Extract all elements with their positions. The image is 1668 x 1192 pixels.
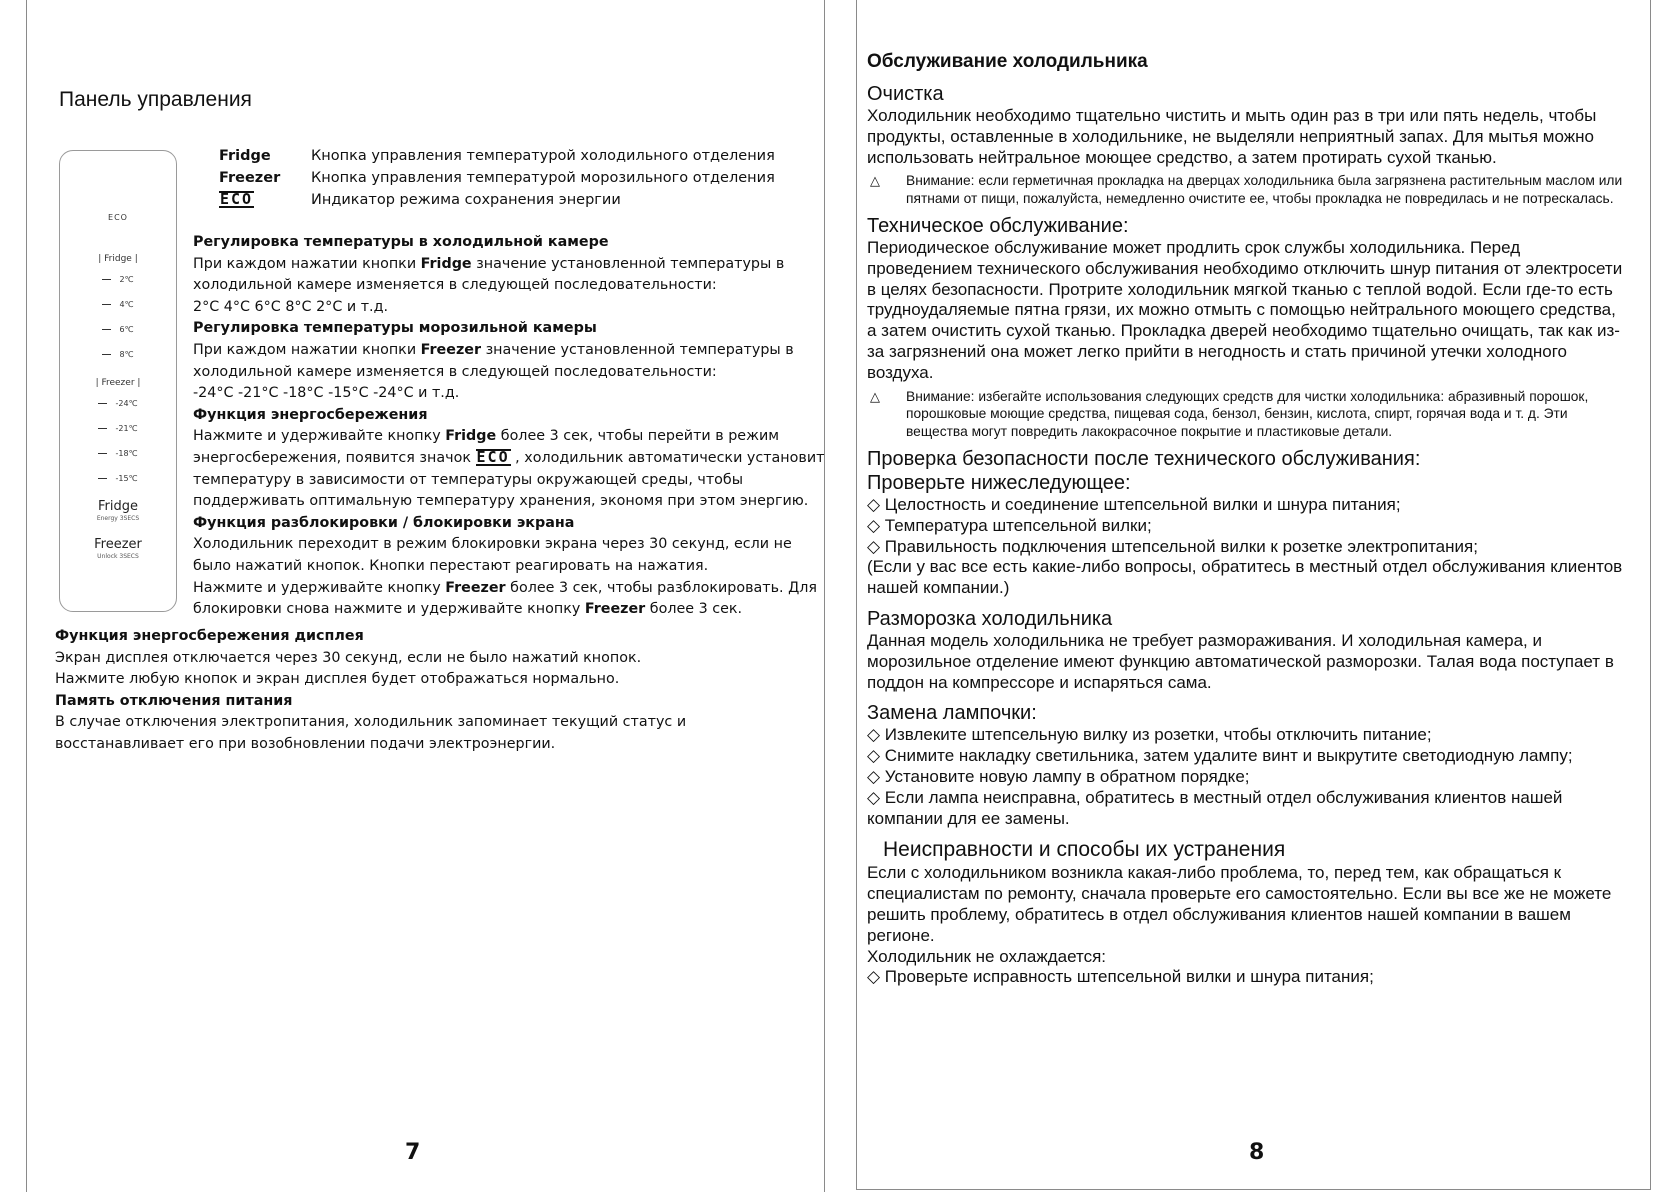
list-item: ◇ Если лампа неисправна, обратитесь в местный отдел обслуживания клиентов нашей компании для ее замены.: [867, 788, 1629, 830]
paragraph: Периодическое обслуживание может продлить срок службы холодильника. Перед проведением технического обслуживания необходимо отключить шнур питания от электросети в целях безопасности. Протрите холодильник мягкой тканью с теплой водой. Если где-то есть трудноудаляемые пятна грязи, их можно отмыть с помощью нейтрального моющего средства, а затем очистить сухой тканью. Прокладка дверей необходимо тщательно очищать, так как из-за загрязнений она может легко прийти в негодность и стать причиной утечки холодного воздуха.: [867, 237, 1623, 382]
eco-icon: ECO: [476, 447, 510, 466]
warning-note: △ Внимание: если герметичная прокладка на дверцах холодильника была загрязнена растительным маслом или пятнами от пищи, пожалуйста, немедленно очистите ее, чтобы прокладка не повредилась и не потрескалась.: [867, 172, 1629, 208]
paragraph: (Если у вас все есть какие-либо вопросы, обратитесь в местный отдел обслуживания клиентов нашей компании.): [867, 557, 1623, 598]
legend-row: Freezer Кнопка управления температурой морозильного отделения: [219, 170, 775, 186]
panel-fridge-button[interactable]: Fridge: [98, 499, 138, 514]
section-heading: Техническое обслуживание:: [867, 214, 1129, 237]
paragraph: Данная модель холодильника не требует размораживания. И холодильная камера, и морозильное отделение имеют функцию автоматической разморозки. Талая вода поступает в поддон на компрессоре и испаряться сама.: [867, 630, 1614, 692]
paragraph: Экран дисплея отключается через 30 секунд, если не было нажатий кнопок.: [55, 649, 642, 666]
legend-row: Fridge Кнопка управления температурой холодильного отделения: [219, 148, 775, 164]
section-heading: Регулировка температуры морозильной камеры: [193, 320, 597, 337]
page-number: 7: [405, 1140, 421, 1165]
list-item: ◇ Установите новую лампу в обратном порядке;: [867, 767, 1629, 788]
paragraph: Нажмите и удерживайте кнопку Fridge более 3 сек, чтобы перейти в режим энергосбережения, появится значок ECO , холодильник автоматически установит температуру в зависимости от температуры окружающей среды, чтобы поддерживать оптимальную температуру хранения, экономя при этом энергию.: [193, 428, 825, 510]
warning-icon: △: [870, 388, 880, 404]
panel-freezer-temp: -15℃: [60, 474, 176, 483]
temperature-sequence: 2°C 4°C 6°C 8°C 2°C и т.д.: [193, 298, 388, 315]
eco-icon: ECO: [220, 190, 254, 208]
warning-note: △ Внимание: избегайте использования следующих средств для чистки холодильника: абразивный порошок, порошковые моющие средства, пищевая сода, бензол, бензин, кислота, спирт, горячая вода и т. д. Эти вещества могут повредить лакокрасочное покрытие и пластиковые детали.: [867, 388, 1629, 441]
paragraph: При каждом нажатии кнопки Freezer значение установленной температуры в холодильной камере изменяется в следующей последовательности:: [193, 341, 794, 380]
panel-freezer-button[interactable]: Freezer: [94, 537, 142, 552]
list-item: ◇ Правильность подключения штепсельной вилки к розетке электропитания;: [867, 537, 1629, 558]
panel-freezer-temp: -24℃: [60, 399, 176, 408]
list-item: ◇ Извлеките штепсельную вилку из розетки, чтобы отключить питание;: [867, 725, 1629, 746]
section-heading: Функция энергосбережения дисплея: [55, 628, 364, 644]
panel-fridge-temp: 8℃: [60, 350, 176, 359]
paragraph: Если с холодильником возникла какая-либо проблема, то, перед тем, как обращаться к специалистам по ремонту, сначала проверьте его самостоятельно. Если вы все же не можете решить проблему, обратитесь в отдел обслуживания клиентов нашей компании в вашем регионе.: [867, 863, 1612, 945]
list-item: ◇ Целостность и соединение штепсельной вилки и шнура питания;: [867, 495, 1629, 516]
temperature-sequence: -24°C -21°C -18°C -15°C -24°C и т.д.: [193, 385, 460, 402]
panel-fridge-temp: 4℃: [60, 300, 176, 309]
section-heading: Замена лампочки:: [867, 702, 1037, 725]
paragraph: Холодильник не охлаждается:: [867, 946, 1107, 966]
left-page: [26, 0, 825, 1192]
button-legend: [219, 145, 775, 211]
section-subheading: Проверьте нижеследующее:: [867, 471, 1131, 494]
maintenance-content: [867, 50, 1629, 988]
warning-icon: △: [870, 173, 880, 189]
right-page: [856, 0, 1651, 1190]
paragraph: В случае отключения электропитания, холодильник запоминает текущий статус и восстанавливает его при возобновлении подачи электроэнергии.: [55, 714, 687, 752]
section-heading: Функция энергосбережения: [193, 406, 428, 423]
panel-freezer-temp: -18℃: [60, 449, 176, 458]
section-heading: Регулировка температуры в холодильной камере: [193, 234, 609, 250]
control-panel-description-continued: [55, 626, 835, 756]
panel-freezer-temp: -21℃: [60, 424, 176, 433]
section-heading: Разморозка холодильника: [867, 607, 1113, 630]
section-heading: Неисправности и способы их устранения: [883, 838, 1286, 862]
paragraph: Нажмите и удерживайте кнопку Freezer более 3 сек, чтобы разблокировать. Для блокировки снова нажмите и удерживайте кнопку Freezer более 3 сек.: [193, 579, 818, 618]
legend-row: ECO Индикатор режима сохранения энергии: [220, 190, 621, 208]
panel-fridge-temp: 6℃: [60, 325, 176, 334]
paragraph: При каждом нажатии кнопки Fridge значение установленной температуры в холодильной камере изменяется в следующей последовательности:: [193, 255, 785, 294]
panel-fridge-temp: 2℃: [60, 275, 176, 284]
paragraph: Нажмите любую кнопок и экран дисплея будет отображаться нормально.: [55, 671, 620, 688]
control-panel-description: [193, 232, 833, 621]
list-item: ◇ Температура штепсельной вилки;: [867, 516, 1629, 537]
panel-fridge-button-sub: Energy 3SECS: [96, 515, 140, 522]
list-item: ◇ Проверьте исправность штепсельной вилки и шнура питания;: [867, 967, 1629, 988]
section-heading: Проверка безопасности после технического обслуживания:: [867, 447, 1421, 470]
page-title: Обслуживание холодильника: [867, 51, 1148, 72]
section-heading: Память отключения питания: [55, 692, 293, 709]
paragraph: Холодильник необходимо тщательно чистить и мыть один раз в три или пять недель, чтобы продукты, оставленные в холодильнике, не выделяли неприятный запах. Для мытья можно использовать нейтральное моющее средство, а затем протирать сухой тканью.: [867, 106, 1597, 167]
list-item: ◇ Снимите накладку светильника, затем удалите винт и выкрутите светодиодную лампу;: [867, 746, 1629, 767]
page-title: Панель управления: [59, 88, 252, 111]
control-panel-illustration: [59, 150, 177, 612]
panel-freezer-label: | Freezer |: [95, 378, 141, 388]
panel-fridge-label: | Fridge |: [98, 254, 138, 264]
panel-eco-indicator: ECO: [108, 213, 128, 222]
page-number: 8: [1249, 1140, 1265, 1165]
paragraph: Холодильник переходит в режим блокировки экрана через 30 секунд, если не было нажатий кнопок. Кнопки перестают реагировать на нажатия.: [193, 536, 792, 574]
section-heading: Функция разблокировки / блокировки экрана: [193, 514, 575, 531]
panel-freezer-button-sub: Unlock 3SECS: [97, 553, 139, 560]
section-heading: Очистка: [867, 83, 944, 105]
